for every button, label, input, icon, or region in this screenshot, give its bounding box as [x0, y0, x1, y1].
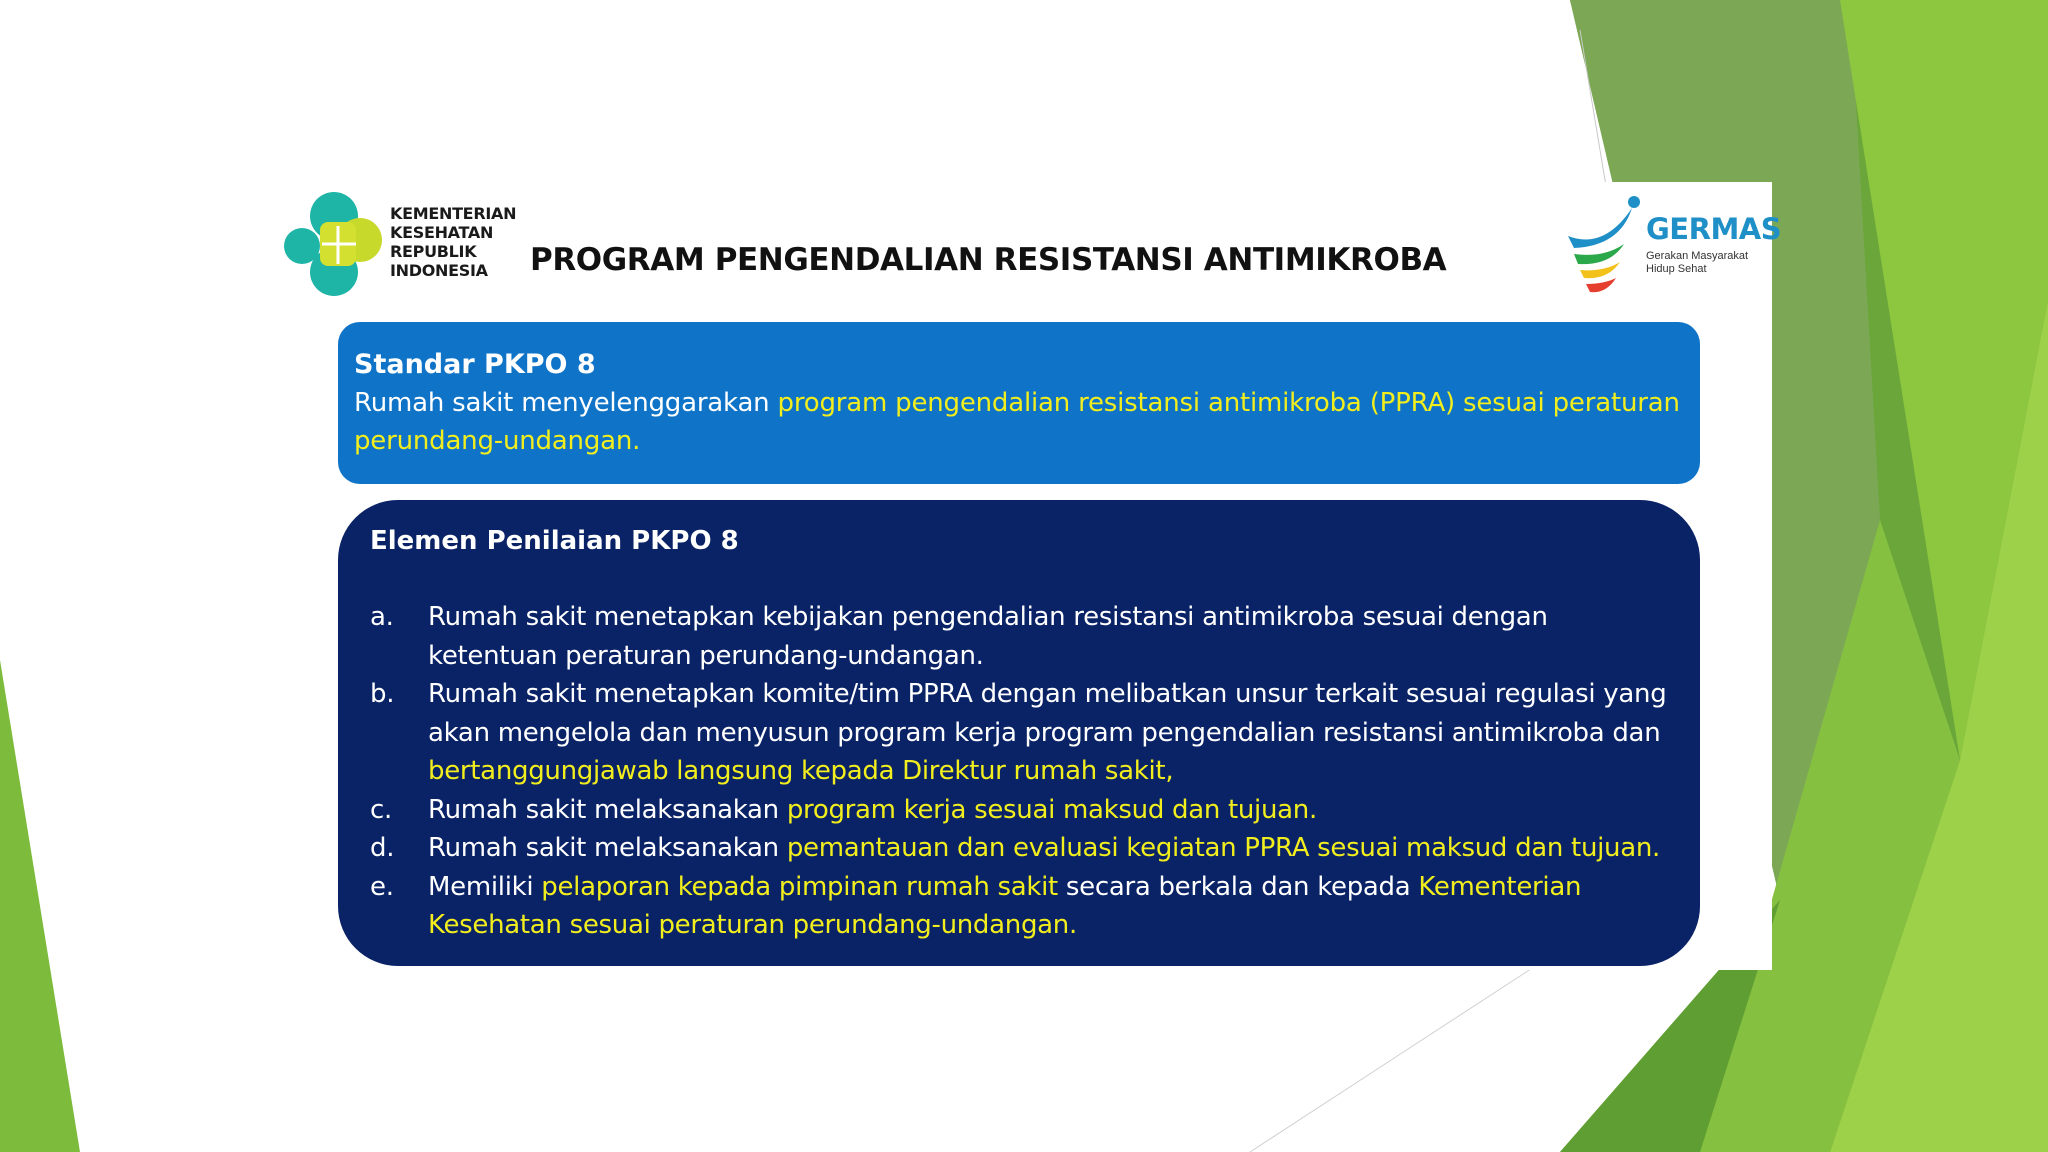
- item-letter: d.: [370, 833, 395, 863]
- slide-content: [268, 182, 1782, 970]
- item-text: Rumah sakit menetapkan komite/tim PPRA dengan melibatkan unsur terkait sesuai regulasi yang akan mengelola dan menyusun program kerja program pengendalian resistansi antimikroba dan: [428, 679, 1667, 748]
- kemenkes-logo: [276, 188, 386, 300]
- list-item: [370, 598, 1676, 675]
- germas-tagline-line: Gerakan Masyarakat: [1646, 250, 1749, 262]
- germas-logo: [1564, 192, 1640, 296]
- page-title: PROGRAM PENGENDALIAN RESISTANSI ANTIMIKROBA: [530, 242, 1447, 278]
- item-text-highlight: Kementerian Kesehatan sesuai peraturan perundang-undangan.: [428, 871, 1582, 940]
- standard-text-plain: Rumah sakit menyelenggarakan: [354, 388, 778, 418]
- item-letter: c.: [370, 794, 392, 825]
- standard-text-highlight: program pengendalian resistansi antimikroba (PPRA) sesuai peraturan perundang-undangan.: [354, 388, 1680, 456]
- elements-list: [370, 598, 1676, 945]
- item-text-highlight: pelaporan kepada pimpinan rumah sakit: [541, 871, 1058, 902]
- item-text: secara berkala dan kepada: [1057, 871, 1419, 902]
- item-text: Rumah sakit menetapkan kebijakan pengendalian resistansi antimikroba sesuai dengan ketentuan peraturan perundang-undangan.: [428, 602, 1548, 671]
- item-text-highlight: pemantauan dan evaluasi kegiatan PPRA sesuai maksud dan tujuan.: [786, 833, 1661, 863]
- standard-title: Standar PKPO 8: [354, 349, 596, 380]
- ministry-line: REPUBLIK: [390, 242, 477, 261]
- ministry-line: KEMENTERIAN: [390, 204, 517, 223]
- item-letter: b.: [370, 679, 395, 709]
- item-text: Rumah sakit melaksanakan: [428, 833, 787, 863]
- item-text-highlight: program kerja sesuai maksud dan tujuan.: [786, 794, 1317, 825]
- standard-text: [354, 384, 1684, 460]
- standard-box: [338, 322, 1700, 484]
- list-item: [370, 868, 1676, 945]
- germas-wordmark: GERMAS: [1646, 212, 1782, 246]
- elements-box: [338, 500, 1700, 966]
- item-letter: a.: [370, 602, 394, 632]
- germas-tagline-line: Hidup Sehat: [1646, 263, 1707, 275]
- germas-tagline: [1646, 250, 1772, 276]
- list-item: [370, 675, 1676, 791]
- item-letter: e.: [370, 871, 394, 902]
- list-item: [370, 829, 1676, 868]
- list-item: [370, 791, 1676, 830]
- item-text-highlight: bertanggungjawab langsung kepada Direktur rumah sakit,: [428, 756, 1174, 786]
- ministry-line: INDONESIA: [390, 261, 488, 280]
- item-text: Memiliki: [428, 871, 542, 902]
- ministry-line: KESEHATAN: [390, 223, 494, 242]
- item-text: Rumah sakit melaksanakan: [428, 794, 787, 825]
- elements-title: Elemen Penilaian PKPO 8: [370, 526, 739, 556]
